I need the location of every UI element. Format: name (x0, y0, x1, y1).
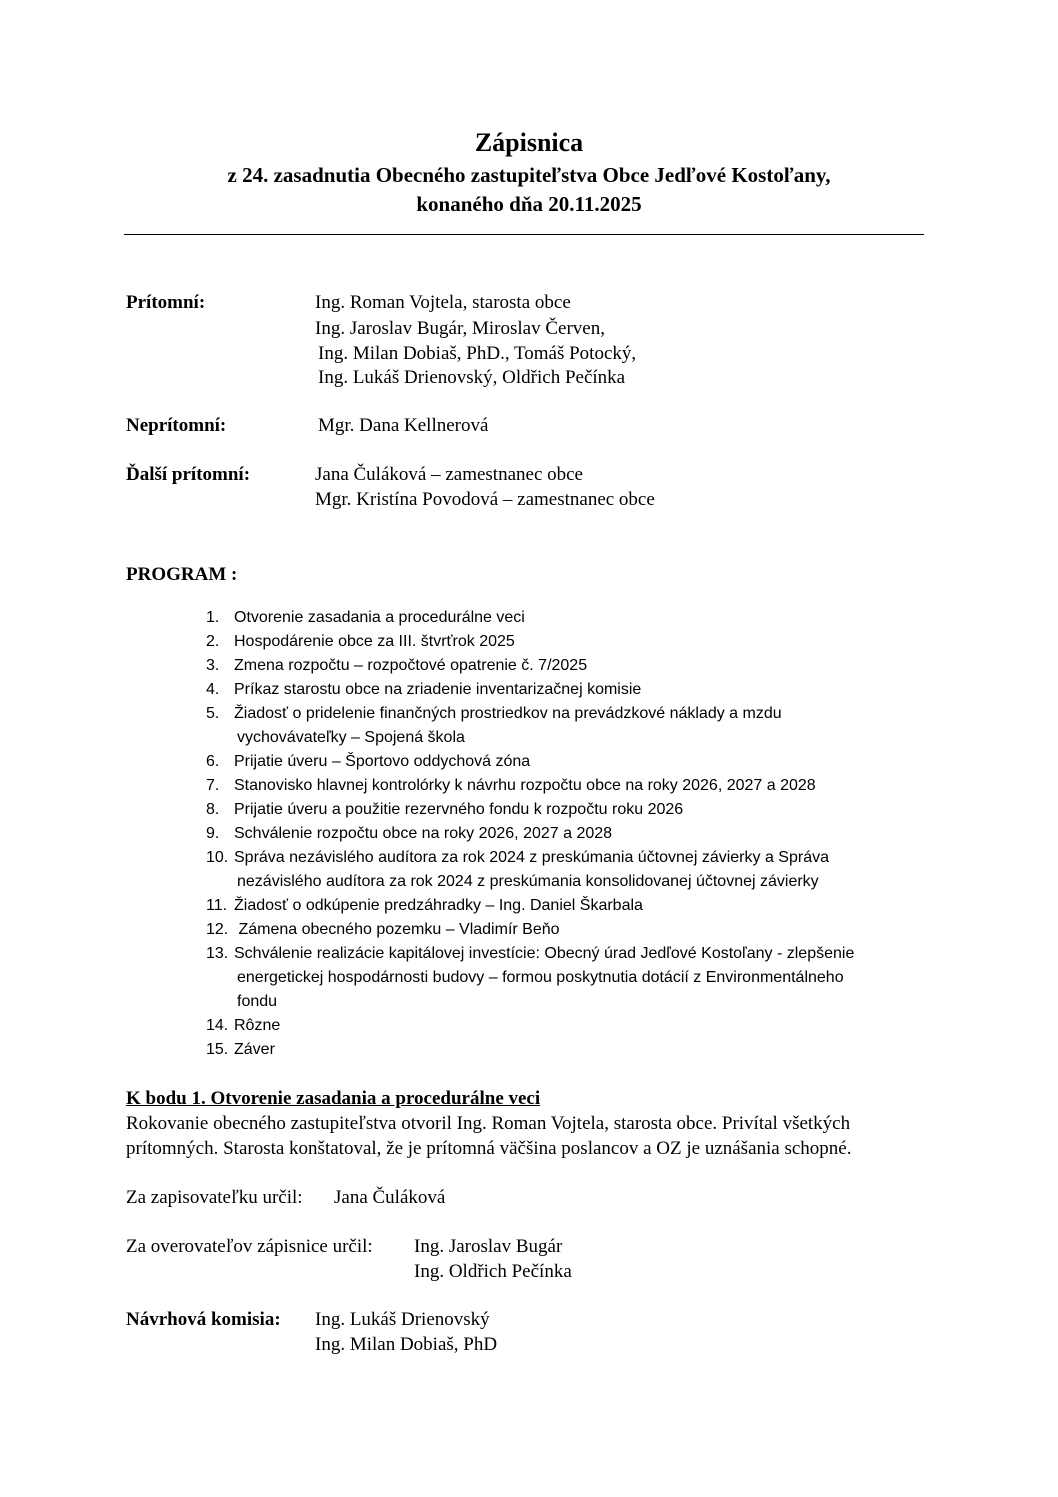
program-item-text: Stanovisko hlavnej kontrolórky k návrhu rozpočtu obce na roky 2026, 2027 a 2028 (234, 777, 816, 794)
program-item-number: 15. (206, 1041, 229, 1058)
verifiers-label: Za overovateľov zápisnice určil: (126, 1236, 373, 1257)
present-line: Ing. Jaroslav Bugár, Miroslav Červen, (315, 318, 605, 339)
program-item-continuation: vychovávateľky – Spojená škola (237, 729, 465, 746)
committee-line: Ing. Lukáš Drienovský (315, 1309, 490, 1330)
program-item-text: Rôzne (234, 1017, 281, 1034)
program-item-number: 2. (206, 633, 220, 650)
program-item (206, 921, 560, 939)
program-item (206, 825, 612, 843)
program-item-text: Záver (234, 1041, 275, 1058)
program-item-continuation: energetickej hospodárnosti budovy – formou poskytnutia dotácií z Environmentálneho (237, 969, 844, 986)
program-item (206, 753, 530, 771)
program-item-text: Príkaz starostu obce na zriadenie inventarizačnej komisie (234, 681, 642, 698)
others-label: Ďalší prítomní: (126, 464, 251, 485)
program-item-number: 10. (206, 849, 229, 866)
program-item (206, 897, 643, 915)
program-item-text: Schválenie rozpočtu obce na roky 2026, 2027 a 2028 (234, 825, 613, 842)
program-item-number: 14. (206, 1017, 229, 1034)
others-line: Mgr. Kristína Povodová – zamestnanec obce (315, 489, 655, 510)
program-item (206, 849, 829, 867)
recorder-value: Jana Čuláková (334, 1187, 446, 1208)
program-item-text: Zmena rozpočtu – rozpočtové opatrenie č. 7/2025 (234, 657, 588, 674)
section1-paragraph-line: Rokovanie obecného zastupiteľstva otvoril Ing. Roman Vojtela, starosta obce. Privítal všetkých (126, 1113, 851, 1134)
program-item-text: Prijatie úveru a použitie rezervného fondu k rozpočtu roku 2026 (234, 801, 684, 818)
program-item (206, 705, 782, 723)
program-heading: PROGRAM : (126, 564, 238, 585)
document-subtitle-line2: konaného dňa 20.11.2025 (416, 192, 642, 216)
program-item (206, 777, 816, 795)
document-subtitle-line1: z 24. zasadnutia Obecného zastupiteľstva Obce Jedľové Kostoľany, (227, 163, 831, 187)
document-title: Zápisnica (474, 128, 584, 157)
section1-paragraph-line: prítomných. Starosta konštatoval, že je prítomná väčšina poslancov a OZ je uznášania schopné. (126, 1138, 852, 1159)
header-divider (124, 234, 924, 235)
recorder-label: Za zapisovateľku určil: (126, 1187, 303, 1208)
program-item-number: 6. (206, 753, 220, 770)
present-label: Prítomní: (126, 292, 206, 313)
program-item-text: Prijatie úveru – Športovo oddychová zóna (234, 753, 531, 770)
program-item-number: 3. (206, 657, 220, 674)
program-item-number: 13. (206, 945, 229, 962)
program-item (206, 1017, 280, 1035)
program-item (206, 801, 683, 819)
program-item-number: 9. (206, 825, 220, 842)
program-item (206, 657, 587, 675)
program-item (206, 945, 854, 963)
program-item-text: Žiadosť o odkúpenie predzáhradky – Ing. Daniel Škarbala (234, 897, 643, 914)
program-item-text: Zámena obecného pozemku – Vladimír Beňo (234, 921, 560, 938)
committee-line: Ing. Milan Dobiaš, PhD (315, 1334, 498, 1355)
present-line: Ing. Lukáš Drienovský, Oldřich Pečínka (318, 367, 626, 388)
program-item-text: Správa nezávislého audítora za rok 2024 z preskúmania účtovnej závierky a Správa (234, 849, 829, 866)
program-item (206, 1041, 275, 1059)
program-item-number: 1. (206, 609, 220, 626)
program-item-number: 5. (206, 705, 220, 722)
program-item-number: 8. (206, 801, 220, 818)
absent-label: Neprítomní: (126, 415, 227, 436)
program-item-number: 11. (206, 897, 228, 914)
program-item-number: 12. (206, 921, 229, 938)
program-item (206, 609, 525, 627)
program-item-number: 4. (206, 681, 220, 698)
program-item-continuation: fondu (237, 993, 278, 1010)
present-line: Ing. Roman Vojtela, starosta obce (315, 292, 571, 313)
program-item-text: Žiadosť o pridelenie finančných prostriedkov na prevádzkové náklady a mzdu (234, 705, 782, 722)
program-item (206, 633, 515, 651)
verifier-line: Ing. Jaroslav Bugár (414, 1236, 563, 1257)
others-line: Jana Čuláková – zamestnanec obce (315, 464, 583, 485)
present-line: Ing. Milan Dobiaš, PhD., Tomáš Potocký, (318, 343, 637, 364)
program-item (206, 681, 641, 699)
program-item-text: Schválenie realizácie kapitálovej investície: Obecný úrad Jedľové Kostoľany - zlepšenie (234, 945, 855, 962)
section1-heading: K bodu 1. Otvorenie zasadania a procedurálne veci (126, 1088, 541, 1109)
program-item-text: Otvorenie zasadania a procedurálne veci (234, 609, 525, 626)
verifier-line: Ing. Oldřich Pečínka (414, 1261, 572, 1282)
program-item-number: 7. (206, 777, 220, 794)
committee-label: Návrhová komisia: (126, 1309, 281, 1330)
program-item-continuation: nezávislého audítora za rok 2024 z preskúmania konsolidovanej účtovnej závierky (237, 873, 819, 890)
program-item-text: Hospodárenie obce za III. štvrťrok 2025 (234, 633, 515, 650)
absent-value: Mgr. Dana Kellnerová (318, 415, 489, 436)
